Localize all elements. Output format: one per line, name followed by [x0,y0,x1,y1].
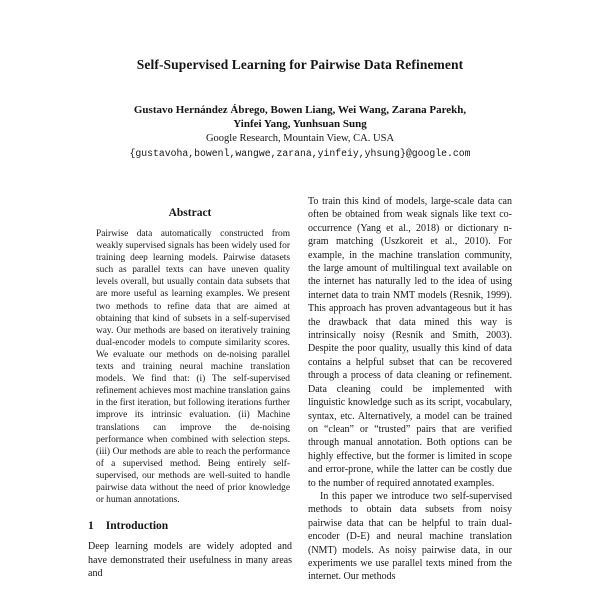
body-paragraph: In this paper we introduce two self-supervised methods to obtain data subsets from noisy pairwise data that can be helpful to train dual-encoder (D-E) and neural machine translation (NMT) models. As noisy pairwise data, in our experiments we use parallel texts mined from the internet. Our methods [308,490,512,583]
affiliation: Google Research, Mountain View, CA. USA [205,133,395,144]
body-paragraph: To train this kind of models, large-scale data can often be obtained from weak signals like text co-occurrence (Yang et al., 2018) or dictionary n-gram matching (Uszkoreit et al., 2010). For example, in the machine translation community, the large amount of multilingual text available on the internet has naturally led to the idea of using internet data to train NMT models (Resnik, 1999). This approach has proven advantageous but it has the drawback that data mined this way is intrinsically noisy (Resnik and Smith, 2003). Despite the poor quality, usually this kind of data contains a helpful subset that can be recovered through a process of data cleaning or refinement. Data cleaning could be implemented with linguistic knowledge such as its script, vocabulary, syntax, etc. Alternatively, a model can be trained on “clean” or “trusted” pairs that are verified through manual annotation. Both options can be highly effective, but the former is limited in scope and error-prone, while the latter can be costly due to the number of required annotated examples. [308,196,512,489]
paper-title: Self-Supervised Learning for Pairwise Data Refinement [136,57,464,72]
left-column [88,195,292,584]
author-line-2: Yinfei Yang, Yunhsuan Sung [233,117,367,130]
abstract-heading: Abstract [168,207,212,219]
abstract-text: Pairwise data automatically constructed from weakly supervised signals has been widely used for training deep learning models. Pairwise datasets such as parallel texts can have uneven quality levels overall, but usually contain data subsets that are more useful as learning examples. We present two methods to refine data that are aimed at obtaining that kind of subsets in a self-supervised way. Our methods are based on iteratively training dual-encoder models to compute similarity scores. We evaluate our methods on de-noising parallel texts and training neural machine translation models. We find that: (i) The self-supervised refinement achieves most machine translation gains in the first iteration, but following iterations further improve its intrinsic evaluation. (ii) Machine translations can improve the de-noising performance when combined with selection steps. (iii) Our methods are able to reach the performance of a supervised method. Being entirely self-supervised, our methods are well-suited to handle pairwise data without the need of prior knowledge or human annotations. [96,229,290,506]
right-column [308,195,512,584]
author-emails: {gustavoha,bowenl,wangwe,zarana,yinfeiy,yhsung}@google.com [129,148,471,159]
section-title: Introduction [105,520,169,533]
author-line-1: Gustavo Hernández Ábrego, Bowen Liang, Wei Wang, Zarana Parekh, [133,104,467,116]
section-heading-introduction [88,520,292,532]
introduction-paragraph: Deep learning models are widely adopted and have demonstrated their usefulness in many areas and [88,541,292,579]
two-column-body [0,195,600,584]
section-number: 1 [88,520,94,533]
authors-block [0,104,600,160]
